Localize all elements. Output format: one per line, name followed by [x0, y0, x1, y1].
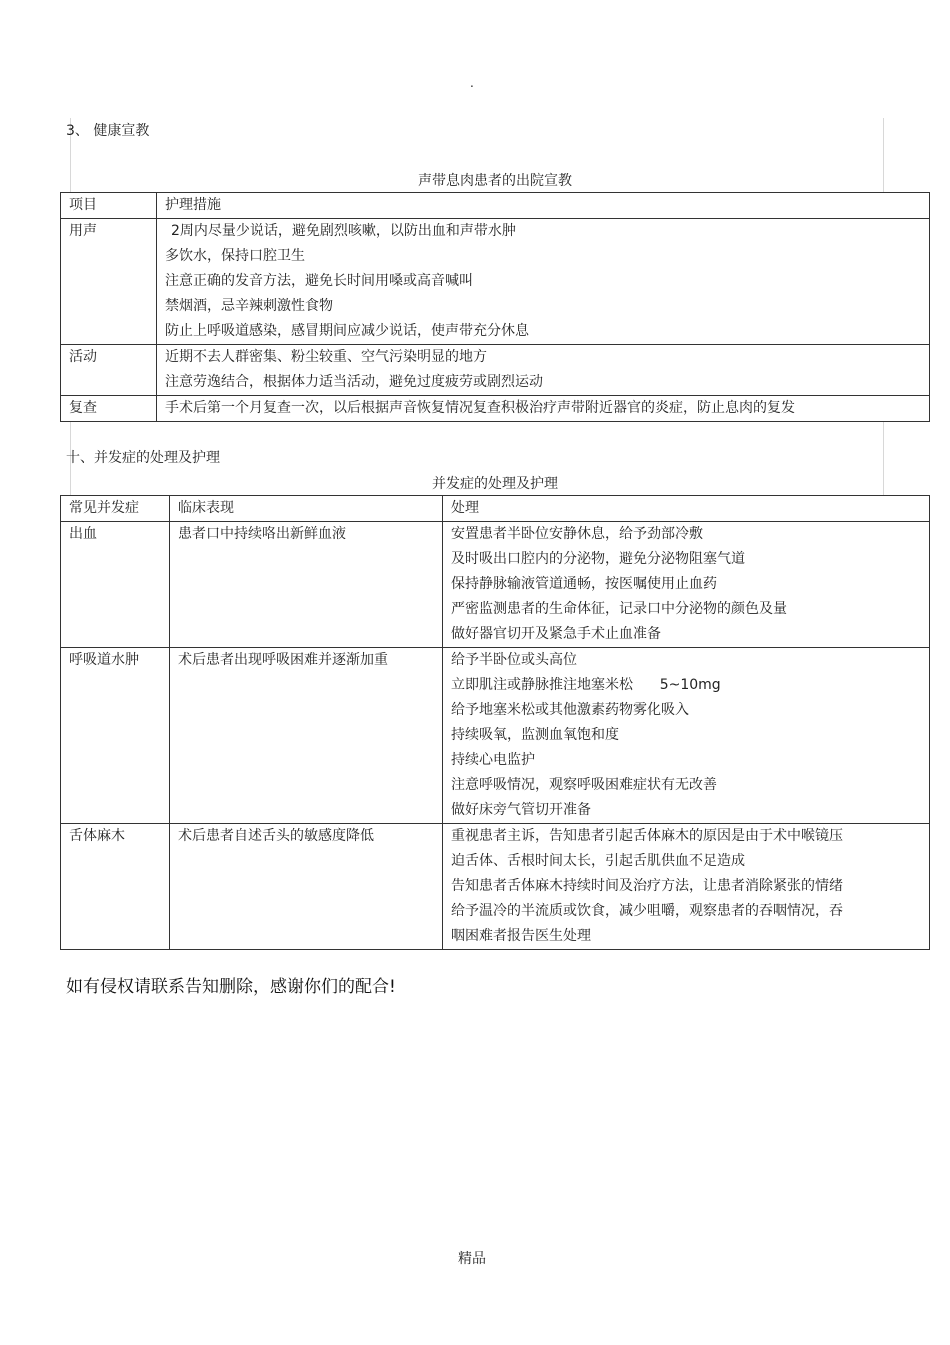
- table-row: [61, 824, 930, 950]
- cell-text: 防止上呼吸道感染，感冒期间应减少说话，使声带充分休息: [165, 323, 529, 339]
- complication-name-airway-edema: [61, 648, 170, 824]
- complication-name-tongue-numbness: [61, 824, 170, 950]
- symptom-bleeding: [170, 522, 443, 648]
- cell-text: 立即肌注或静脉推注地塞米松 5~10mg: [451, 677, 721, 693]
- row-label-voice: [61, 219, 157, 345]
- cell-text: 迫舌体、舌根时间太长，引起舌肌供血不足造成: [451, 853, 745, 869]
- cell-text: 持续吸氧，监测血氧饱和度: [451, 727, 619, 743]
- cell-text: 给予半卧位或头高位: [451, 652, 577, 668]
- cell-text: 做好器官切开及紧急手术止血准备: [451, 626, 661, 642]
- header-cell-measures: [157, 193, 930, 219]
- cell-text: 用声: [69, 223, 97, 239]
- row-measures-followup: [157, 396, 930, 422]
- table-row: [61, 522, 930, 648]
- page-footer: 精品: [458, 1251, 486, 1267]
- complications-table: [60, 495, 930, 950]
- header-cell-complication: [61, 496, 170, 522]
- cell-text: 活动: [69, 349, 97, 365]
- complication-name-bleeding: [61, 522, 170, 648]
- cell-text: 咽困难者报告医生处理: [451, 928, 591, 944]
- cell-text: 处理: [451, 500, 479, 516]
- table-row: [61, 219, 930, 345]
- table-row: [61, 396, 930, 422]
- cell-text: 注意正确的发音方法，避免长时间用嗓或高音喊叫: [165, 273, 473, 289]
- discharge-education-table: [60, 192, 930, 422]
- cell-text: 给予地塞米松或其他激素药物雾化吸入: [451, 702, 689, 718]
- header-cell-item: [61, 193, 157, 219]
- cell-text: 出血: [69, 526, 97, 542]
- cell-text: 临床表现: [178, 500, 234, 516]
- cell-text: 舌体麻木: [69, 828, 125, 844]
- cell-text: 术后患者出现呼吸困难并逐渐加重: [178, 652, 388, 668]
- table-row: [61, 648, 930, 824]
- cell-text: 告知患者舌体麻木持续时间及治疗方法，让患者消除紧张的情绪: [451, 878, 843, 894]
- cell-text: 2周内尽量少说话，避免剧烈咳嗽，以防出血和声带水肿: [171, 223, 516, 239]
- treatment-bleeding: [443, 522, 930, 648]
- row-label-activity: [61, 345, 157, 396]
- header-cell-symptoms: [170, 496, 443, 522]
- cell-text: 持续心电监护: [451, 752, 535, 768]
- cell-text: 禁烟酒，忌辛辣刺激性食物: [165, 298, 333, 314]
- cell-text: 近期不去人群密集、粉尘较重、空气污染明显的地方: [165, 349, 487, 365]
- table-header-row: [61, 496, 930, 522]
- cell-text: 及时吸出口腔内的分泌物，避免分泌物阻塞气道: [451, 551, 745, 567]
- row-label-followup: [61, 396, 157, 422]
- section-heading-complications: 十、并发症的处理及护理: [66, 450, 220, 466]
- cell-text: 常见并发症: [69, 500, 139, 516]
- cell-text: 复查: [69, 400, 97, 416]
- cell-text: 手术后第一个月复查一次，以后根据声音恢复情况复查积极治疗声带附近器官的炎症，防止息肉的复发: [165, 400, 795, 416]
- cell-text: 呼吸道水肿: [69, 652, 139, 668]
- cell-text: 做好床旁气管切开准备: [451, 802, 591, 818]
- cell-text: 项目: [69, 197, 97, 213]
- cell-text: 患者口中持续咯出新鲜血液: [178, 526, 346, 542]
- page-dot: .: [470, 76, 474, 90]
- treatment-airway-edema: [443, 648, 930, 824]
- cell-text: 多饮水，保持口腔卫生: [165, 248, 305, 264]
- cell-text: 重视患者主诉，告知患者引起舌体麻木的原因是由于术中喉镜压: [451, 828, 843, 844]
- cell-text: 注意呼吸情况，观察呼吸困难症状有无改善: [451, 777, 717, 793]
- cell-text: 注意劳逸结合，根据体力适当活动，避免过度疲劳或剧烈运动: [165, 374, 543, 390]
- cell-text: 护理措施: [165, 197, 221, 213]
- cell-text: 术后患者自述舌头的敏感度降低: [178, 828, 374, 844]
- cell-text: 给予温冷的半流质或饮食，减少咀嚼，观察患者的吞咽情况，吞: [451, 903, 843, 919]
- table2-caption: 并发症的处理及护理: [432, 476, 558, 492]
- section-heading-health-education: 3、 健康宣教: [66, 123, 150, 139]
- table-header-row: [61, 193, 930, 219]
- symptom-airway-edema: [170, 648, 443, 824]
- cell-text: 安置患者半卧位安静休息，给予劲部冷敷: [451, 526, 703, 542]
- table-row: [61, 345, 930, 396]
- copyright-notice: 如有侵权请联系告知删除，感谢你们的配合!: [66, 977, 396, 997]
- cell-text: 严密监测患者的生命体征，记录口中分泌物的颜色及量: [451, 601, 787, 617]
- header-cell-treatment: [443, 496, 930, 522]
- row-measures-voice: [157, 219, 930, 345]
- treatment-tongue-numbness: [443, 824, 930, 950]
- row-measures-activity: [157, 345, 930, 396]
- table1-caption: 声带息肉患者的出院宣教: [418, 173, 572, 189]
- symptom-tongue-numbness: [170, 824, 443, 950]
- cell-text: 保持静脉输液管道通畅，按医嘱使用止血药: [451, 576, 717, 592]
